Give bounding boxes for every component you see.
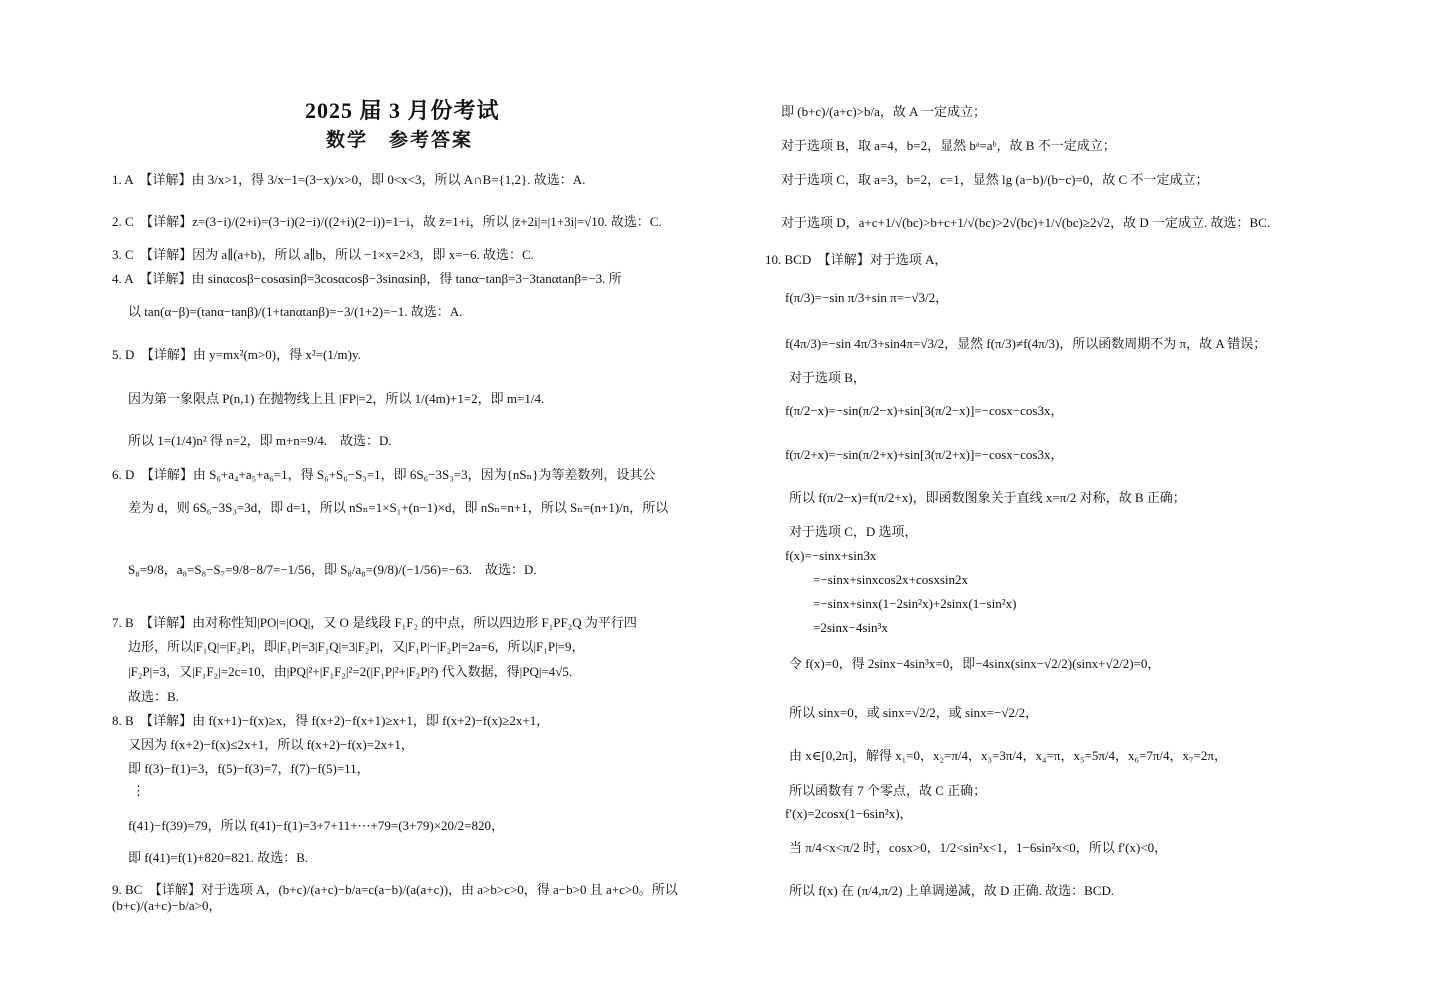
answer-10-line-14: 所以 sinx=0，或 sinx=√2/2，或 sinx=−√2/2， [789, 705, 1039, 720]
answer-9-line-3: 对于选项 B，取 a=4，b=2，显然 bᵃ=aᵇ，故 B 不一定成立； [781, 138, 1116, 153]
answer-7-line-1: 7. B 【详解】由对称性知|PO|=|OQ|，又 O 是线段 F₁F₂ 的中点，所以四边形 F₁PF₂Q 为平行四 [112, 615, 637, 630]
answer-8-line-1: 8. B 【详解】由 f(x+1)−f(x)≥x，得 f(x+2)−f(x+1)≥x+1，即 f(x+2)−f(x)≥2x+1， [112, 713, 550, 728]
vertical-ellipsis: ⋮ [132, 783, 145, 798]
page-title: 2025 届 3 月份考试 [305, 98, 500, 123]
answer-10-line-19: 所以 f(x) 在 (π/4,π/2) 上单调递减，故 D 正确. 故选：BCD. [789, 883, 1115, 898]
answer-6-line-3: S₈=9/8，a₈=S₈−S₇=9/8−8/7=−1/56，即 S₈/a₈=(9/8)/(−1/56)=−63. 故选：D. [128, 562, 537, 577]
answer-1: 1. A 【详解】由 3/x>1，得 3/x−1=(3−x)/x>0，即 0<x<3，所以 A∩B={1,2}. 故选：A. [112, 172, 586, 187]
answer-6-line-2: 差为 d，则 6S₆−3S₃=3d，即 d=1，所以 nSₙ=1×S₁+(n−1)×d，即 nSₙ=n+1，所以 Sₙ=(n+1)/n，所以 [128, 500, 669, 515]
answer-7-line-3: |F₂P|=3，又|F₁F₂|=2c=10，由|PQ|²+|F₁F₂|²=2(|F₁P|²+|F₂P|²) 代入数据，得|PQ|=4√5. [128, 664, 573, 679]
answer-10-line-7: 所以 f(π/2−x)=f(π/2+x)，即函数图象关于直线 x=π/2 对称，故 B 正确； [789, 490, 1186, 505]
answer-10-line-12: =2sinx−4sin³x [813, 620, 888, 635]
answer-10-line-4: 对于选项 B， [789, 370, 866, 385]
answer-10-line-13: 令 f(x)=0，得 2sinx−4sin³x=0，即−4sinx(sinx−√2/2)(sinx+√2/2)=0， [789, 656, 1161, 671]
answer-10-line-15: 由 x∈[0,2π]，解得 x₁=0，x₂=π/4，x₃=3π/4，x₄=π，x₅=5π/4，x₆=7π/4，x₇=2π， [789, 748, 1227, 763]
answer-8-line-5: 即 f(41)=f(1)+820=821. 故选：B. [128, 850, 309, 865]
answer-8-line-2: 又因为 f(x+2)−f(x)≤2x+1，所以 f(x+2)−f(x)=2x+1， [128, 737, 414, 752]
answer-5-line-3: 所以 1=(1/4)n² 得 n=2，即 m+n=9/4. 故选：D. [128, 433, 392, 448]
answer-10-line-6: f(π/2+x)=−sin(π/2+x)+sin[3(π/2+x)]=−cosx−cos3x， [785, 447, 1064, 462]
answer-9-line-1: 9. BC 【详解】对于选项 A，(b+c)/(a+c)−b/a=c(a−b)/(a(a+c))，由 a>b>c>0，得 a−b>0 且 a+c>0。所以 (b+c)/(a+c)−b/a>0， [112, 882, 678, 913]
answer-4-line-2: 以 tan(α−β)=(tanα−tanβ)/(1+tanαtanβ)=−3/(1+2)=−1. 故选：A. [128, 304, 463, 319]
answer-4-line-1: 4. A 【详解】由 sinαcosβ−cosαsinβ=3cosαcosβ−3sinαsinβ，得 tanα−tanβ=3−3tanαtanβ=−3. 所 [112, 271, 622, 286]
answer-10-line-2: f(π/3)=−sin π/3+sin π=−√3/2， [785, 290, 949, 305]
answer-9-line-5: 对于选项 D，a+c+1/√(bc)>b+c+1/√(bc)>2√(bc)+1/√(bc)≥2√2，故 D 一定成立. 故选：BC. [781, 215, 1271, 230]
answer-10-line-1: 10. BCD 【详解】对于选项 A， [765, 252, 948, 267]
page-subtitle: 数学 参考答案 [326, 130, 474, 151]
answer-10-line-17: f′(x)=2cosx(1−6sin²x)， [785, 806, 913, 821]
answer-10-line-18: 当 π/4<x<π/2 时，cosx>0，1/2<sin²x<1，1−6sin²x<0，所以 f′(x)<0， [789, 840, 1168, 855]
answer-9-line-2: 即 (b+c)/(a+c)>b/a，故 A 一定成立； [781, 104, 987, 119]
answer-10-line-9: f(x)=−sinx+sin3x [785, 548, 877, 563]
answer-10-line-8: 对于选项 C，D 选项， [789, 524, 918, 539]
answer-8-line-4: f(41)−f(39)=79，所以 f(41)−f(1)=3+7+11+⋯+79=(3+79)×20/2=820， [128, 818, 504, 833]
answer-10-line-16: 所以函数有 7 个零点，故 C 正确； [789, 783, 987, 798]
answer-9-line-4: 对于选项 C，取 a=3，b=2，c=1，显然 lg (a−b)/(b−c)=0，故 C 不一定成立； [781, 172, 1209, 187]
answer-6-line-1: 6. D 【详解】由 S₆+a₄+a₅+a₆=1，得 S₆+S₆−S₃=1，即 6S₆−3S₃=3，因为{nSₙ}为等差数列，设其公 [112, 467, 656, 482]
answer-7-line-4: 故选：B. [128, 689, 179, 704]
answer-7-line-2: 边形，所以|F₁Q|=|F₂P|，即|F₁P|=3|F₁Q|=3|F₂P|，又|F₁P|−|F₂P|=2a=6，所以|F₁P|=9， [128, 639, 585, 654]
answer-3: 3. C 【详解】因为 a∥(a+b)，所以 a∥b，所以 −1×x=2×3，即 x=−6. 故选：C. [112, 247, 534, 262]
answer-5-line-1: 5. D 【详解】由 y=mx²(m>0)，得 x²=(1/m)y. [112, 347, 361, 362]
answer-5-line-2: 因为第一象限点 P(n,1) 在抛物线上且 |FP|=2，所以 1/(4m)+1=2，即 m=1/4. [128, 391, 545, 406]
answer-10-line-10: =−sinx+sinxcos2x+cosxsin2x [813, 572, 968, 587]
answer-10-line-3: f(4π/3)=−sin 4π/3+sin4π=√3/2，显然 f(π/3)≠f(4π/3)，所以函数周期不为 π，故 A 错误； [785, 336, 1267, 351]
answer-10-line-11: =−sinx+sinx(1−2sin²x)+2sinx(1−sin²x) [813, 596, 1017, 611]
answer-10-line-5: f(π/2−x)=−sin(π/2−x)+sin[3(π/2−x)]=−cosx−cos3x， [785, 403, 1064, 418]
answer-2: 2. C 【详解】z=(3−i)/(2+i)=(3−i)(2−i)/((2+i)(2−i))=1−i，故 z̄=1+i，所以 |z̄+2i|=|1+3i|=√10. 故选：C. [112, 214, 662, 229]
answer-8-line-3: 即 f(3)−f(1)=3，f(5)−f(3)=7，f(7)−f(5)=11， [128, 761, 370, 776]
